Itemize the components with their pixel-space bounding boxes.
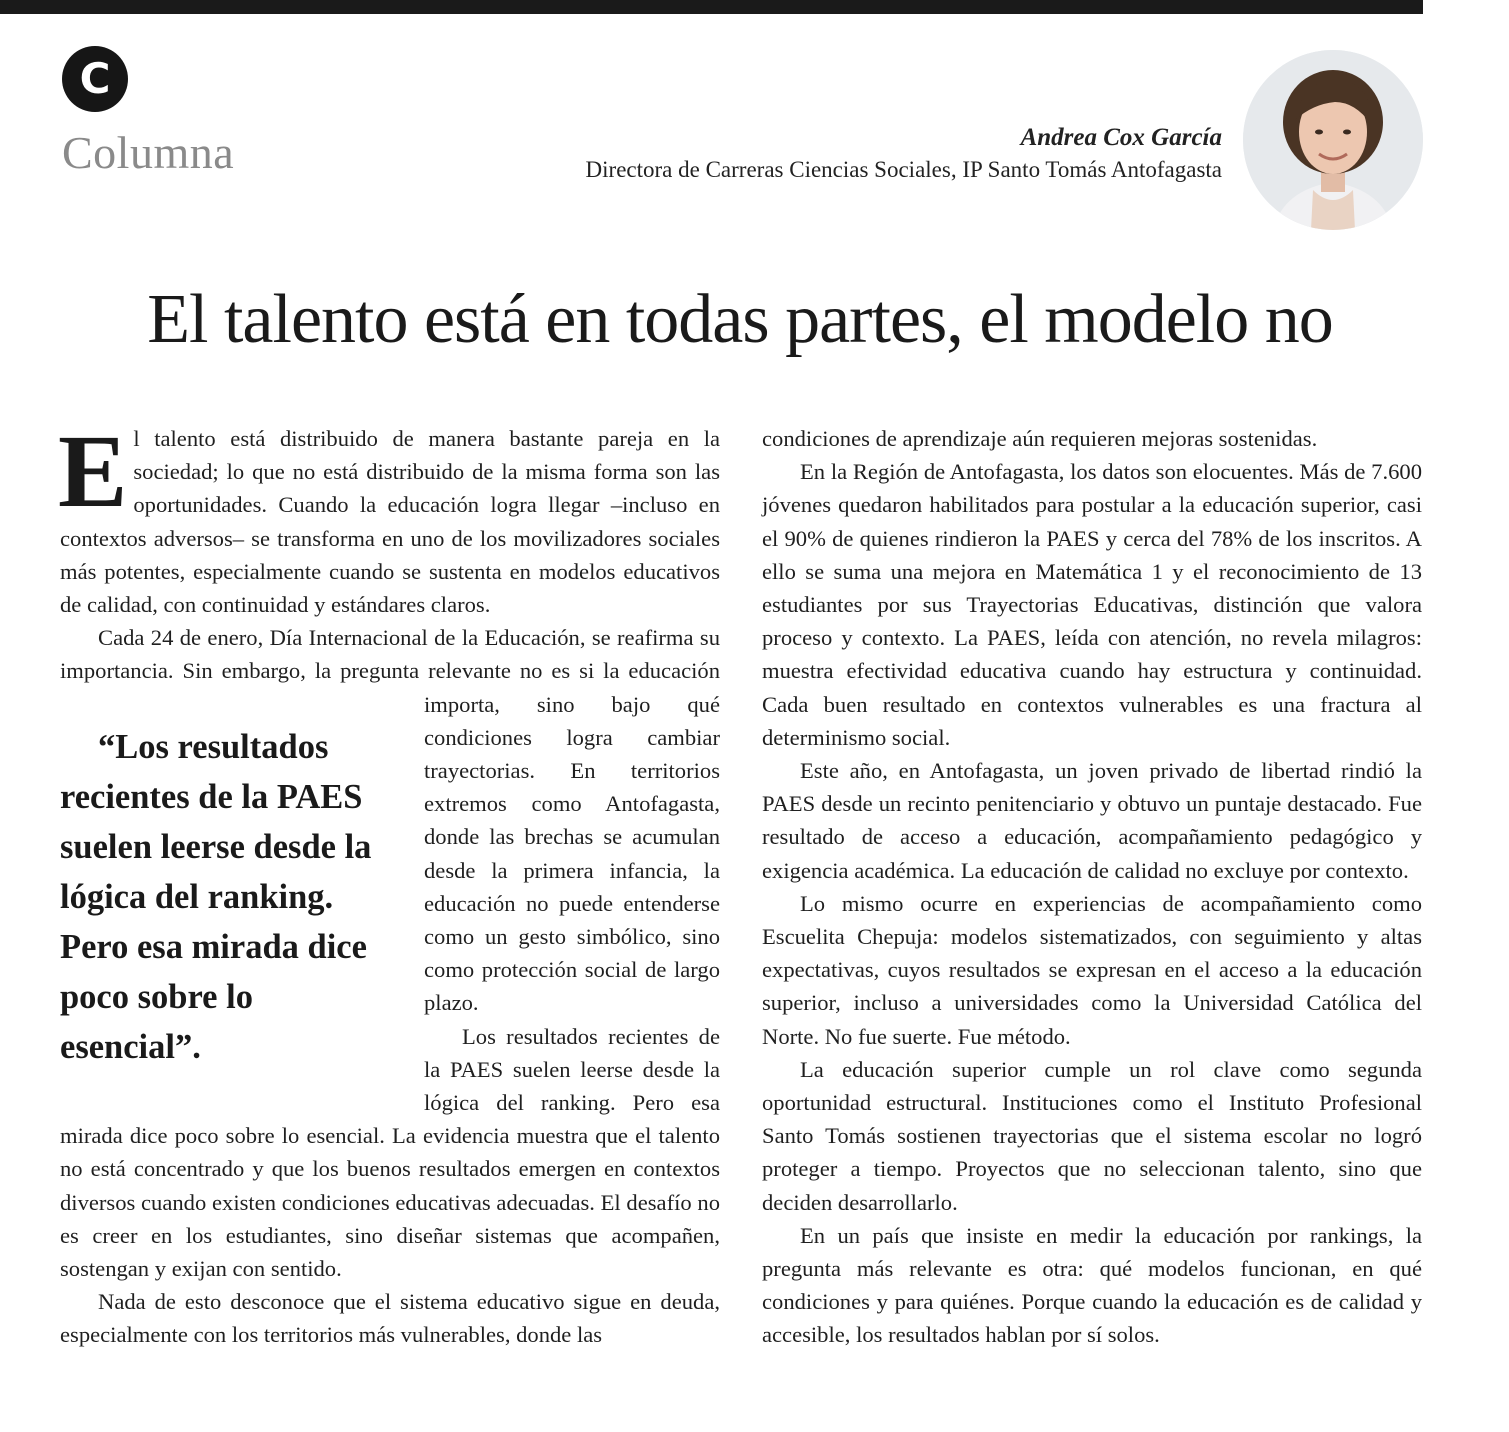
article-column-2 xyxy=(762,422,1422,1352)
top-rule xyxy=(0,0,1423,14)
paragraph: Los resultados recientes de la PAES suelen leerse desde la lógica del ranking. Pero esa mirada dice poco sobre lo esencial. La evidencia muestra que el talento no está concentrado y que los buenos resultados emergen en contextos diversos cuando existen condiciones educativas adecuadas. El desafío no es creer en los estudiantes, sino diseñar sistemas que acompañen, sostengan y exijan con sentido. xyxy=(60,1023,720,1282)
paragraph xyxy=(58,414,720,621)
paragraph-text: si la educación importa, sino bajo qué condiciones logra cambiar trayectorias. En territorios extremos como Antofagasta, donde las brechas se acumulan desde la primera infancia, la educación no puede entenderse como un gesto simbólico, sino como protección social de largo plazo. xyxy=(424,658,721,1016)
paragraph: condiciones de aprendizaje aún requieren mejoras sostenidas. xyxy=(762,426,1318,451)
section-badge: C xyxy=(62,46,128,112)
paragraph: Nada de esto desconoce que el sistema educativo sigue en deuda, especialmente con los territorios más vulnerables, donde las xyxy=(60,1289,720,1348)
paragraph: En la Región de Antofagasta, los datos son elocuentes. Más de 7.600 jóvenes quedaron habilitados para postular a la educación superior, casi el 90% de quienes rindieron la PAES y cerca del 78% de los inscritos. A ello se suma una mejora en Matemática 1 y el reconocimiento de 13 estudiantes por sus Trayectorias Educativas, distinción que valora proceso y contexto. La PAES, leída con atención, no revela milagros: muestra efectividad educativa cuando hay estructura y continuidad. Cada buen resultado en contextos vulnerables es una fractura al determinismo social. xyxy=(762,459,1422,750)
drop-cap: E xyxy=(58,414,128,529)
article-headline: El talento está en todas partes, el modelo no xyxy=(147,281,1333,358)
paragraph: Este año, en Antofagasta, un joven privado de libertad rindió la PAES desde un recinto penitenciario y obtuvo un puntaje destacado. Fue resultado de acceso a educación, acompañamiento pedagógico y exigencia académica. La educación de calidad no excluye por contexto. xyxy=(762,758,1422,883)
paragraph: Lo mismo ocurre en experiencias de acompañamiento como Escuelita Chepuja: modelos sistematizados, con seguimiento y altas expectativas, cuyos resultados se expresan en el acceso a la educación superior, incluso a universidades como la Universidad Católica del Norte. No fue suerte. Fue método. xyxy=(762,890,1422,1049)
author-name: Andrea Cox García xyxy=(1020,124,1222,151)
article-column-1 xyxy=(58,414,721,1352)
author-role: Directora de Carreras Ciencias Sociales, IP Santo Tomás Antofagasta xyxy=(585,157,1222,182)
paragraph-text: Cada 24 de enero, Día Internacional de la Educación, se reafirma su importancia. Sin embargo, la pregunta relevante no es xyxy=(60,625,720,684)
paragraph-text: l talento está distribuido de manera bastante pareja en la sociedad; lo que no está distribuido de la misma forma son las oportunidades. Cuando la educación logra llegar –incluso en contextos adversos– se transforma en uno de los movilizadores sociales más potentes, especialmente cuando se sustenta en modelos educativos de calidad, con continuidad y estándares claros. xyxy=(60,426,720,618)
paragraph xyxy=(60,621,721,1066)
author-photo xyxy=(1243,50,1423,230)
pull-quote: “Los resultados recientes de la PAES suelen leerse desde la lógica del ranking. Pero esa mirada dice poco sobre lo esencial”. xyxy=(60,727,372,1066)
paragraph: La educación superior cumple un rol clave como segunda oportunidad estructural. Instituciones como el Instituto Profesional Santo Tomás sostienen trayectorias que el sistema escolar no logró proteger a tiempo. Proyectos que no seleccionan talento, sino que deciden desarrollarlo. xyxy=(762,1056,1422,1215)
paragraph: En un país que insiste en medir la educación por rankings, la pregunta más relevante es otra: qué modelos funcionan, en qué condiciones y para quiénes. Porque cuando la educación es de calidad y accesible, los resultados hablan por sí solos. xyxy=(762,1222,1422,1348)
section-label: Columna xyxy=(62,127,235,178)
author-portrait-image xyxy=(1243,50,1423,230)
